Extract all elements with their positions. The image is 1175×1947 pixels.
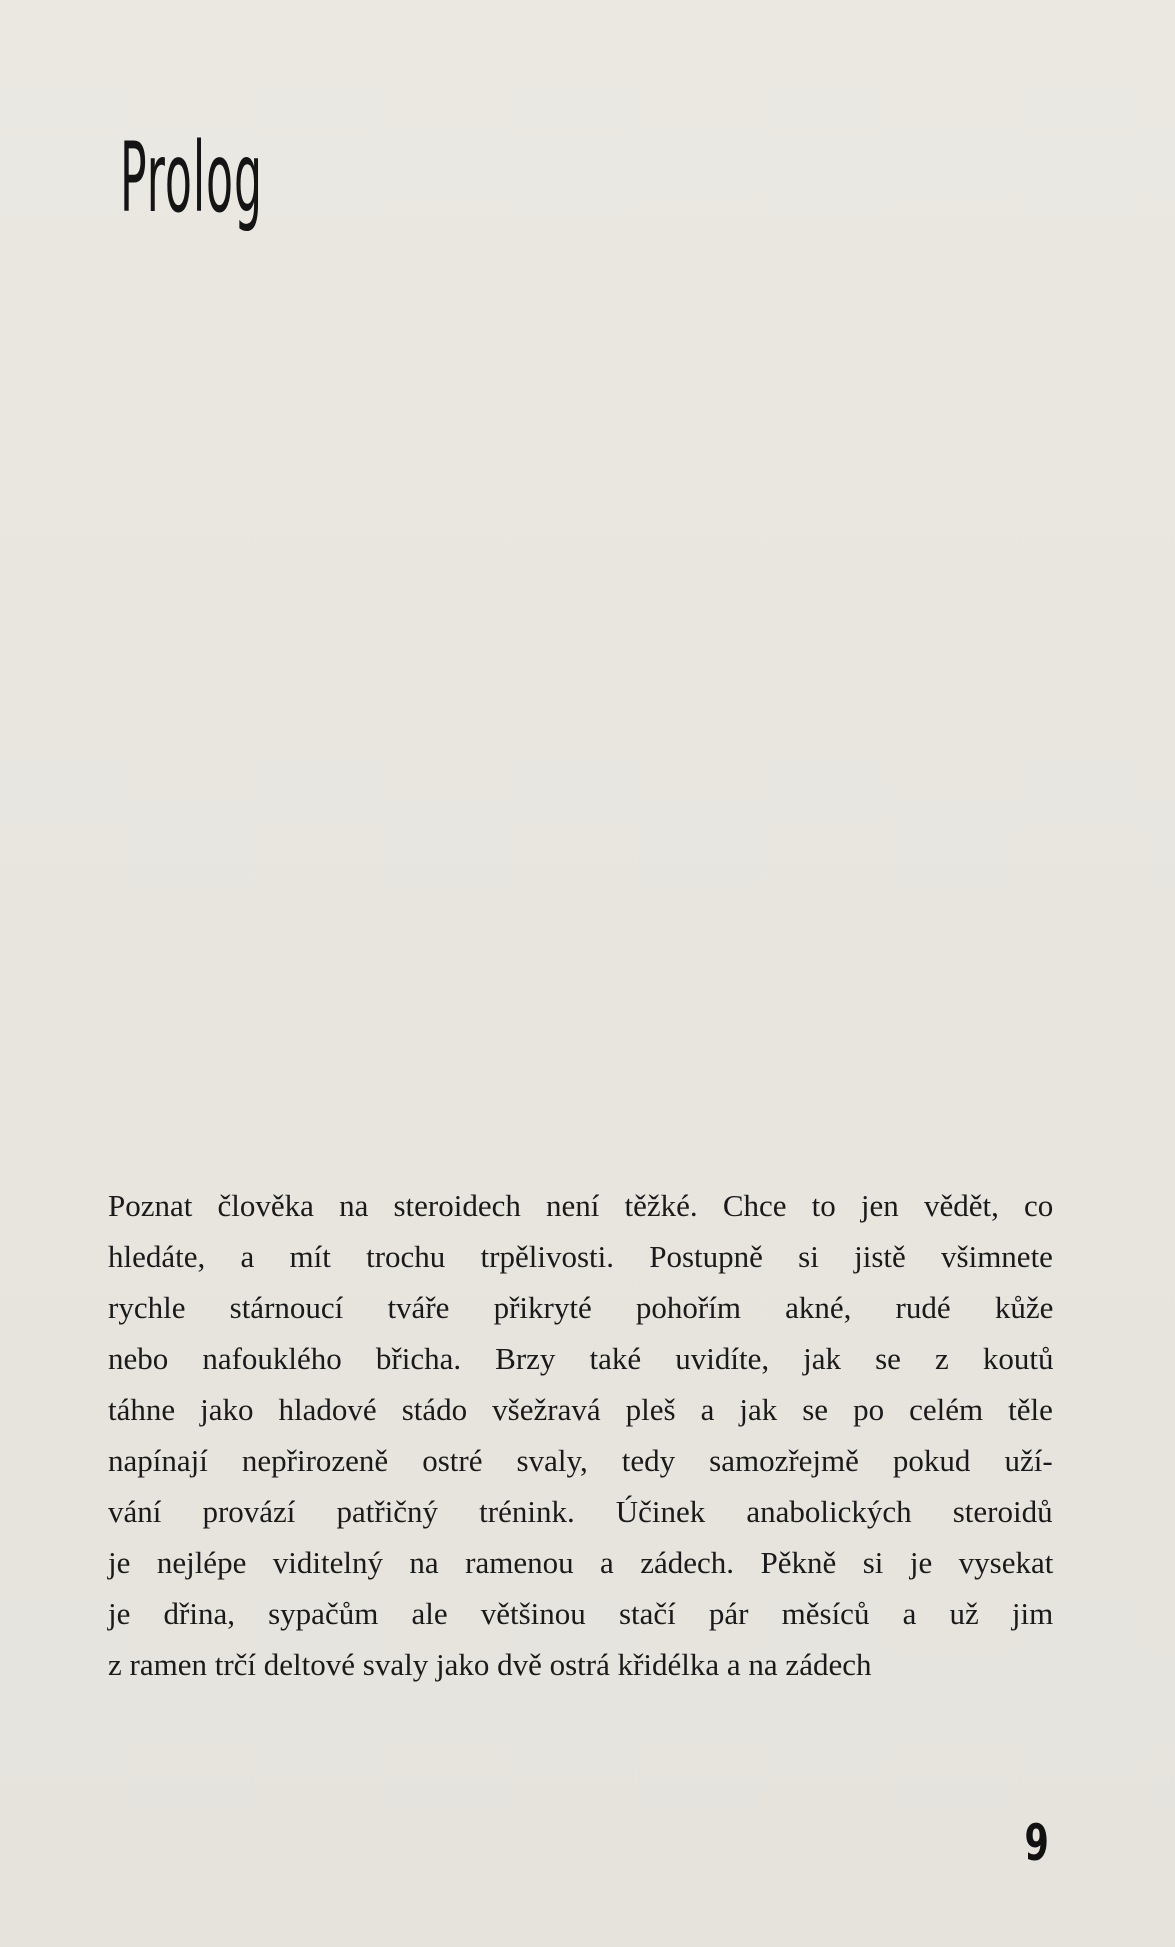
- chapter-title: Prolog: [120, 122, 263, 234]
- page-number: 9: [1024, 1814, 1049, 1872]
- text-line: napínají nepřirozeně ostré svaly, tedy samozřejmě pokud uží-: [108, 1443, 1053, 1478]
- text-line: je dřina, sypačům ale většinou stačí pár měsíců a už jim: [108, 1596, 1054, 1631]
- text-line: z ramen trčí deltové svaly jako dvě ostrá křidélka a na zádech: [108, 1647, 872, 1682]
- text-line: rychle stárnoucí tváře přikryté pohořím akné, rudé kůže: [108, 1290, 1054, 1325]
- text-line: vání provází patřičný trénink. Účinek anabolických steroidů: [108, 1494, 1053, 1529]
- text-line: je nejlépe viditelný na ramenou a zádech. Pěkně si je vysekat: [108, 1545, 1054, 1580]
- text-line: nebo nafouklého břicha. Brzy také uvidíte, jak se z koutů: [108, 1341, 1054, 1376]
- text-line: hledáte, a mít trochu trpělivosti. Postupně si jistě všimnete: [108, 1239, 1053, 1274]
- text-line: táhne jako hladové stádo všežravá pleš a jak se po celém těle: [108, 1392, 1053, 1427]
- text-line: Poznat člověka na steroidech není těžké. Chce to jen vědět, co: [108, 1188, 1054, 1223]
- body-paragraph: [108, 1180, 1053, 1690]
